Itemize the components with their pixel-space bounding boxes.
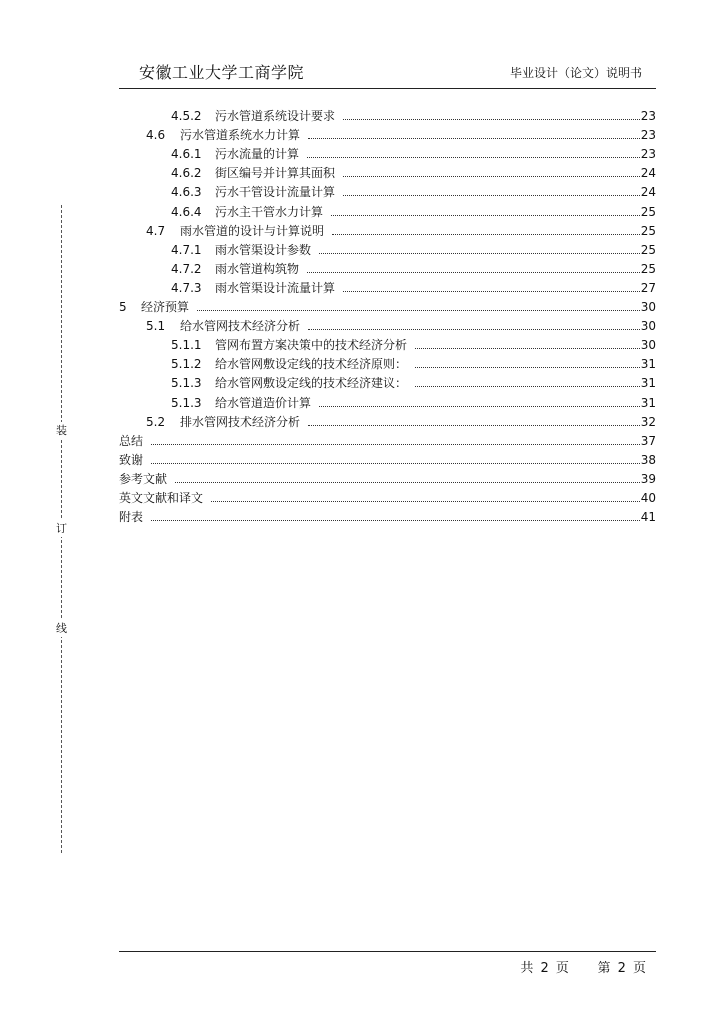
toc-entry[interactable] <box>171 257 656 276</box>
toc-entry-number: 5.1.1 <box>171 338 202 353</box>
toc-entry-number: 5.1 <box>146 319 166 334</box>
toc-entry-title: 附表 <box>119 510 144 525</box>
toc-entry[interactable] <box>119 505 656 524</box>
toc-entry-title: 雨水管渠设计流量计算 <box>215 280 336 295</box>
toc-dot-leader <box>308 425 640 426</box>
toc-entry-title: 管网布置方案决策中的技术经济分析 <box>215 338 408 353</box>
toc-entry-number: 4.7.1 <box>171 242 202 257</box>
document-type: 毕业设计（论文）说明书 <box>509 66 642 80</box>
toc-entry-title: 污水管道系统水力计算 <box>180 128 301 143</box>
current-page: 第 2 页 <box>597 961 646 976</box>
toc-entry-title: 雨水管道构筑物 <box>215 261 300 276</box>
toc-entry[interactable] <box>171 333 656 352</box>
toc-dot-leader <box>307 272 640 273</box>
toc-entry-page: 41 <box>640 510 656 525</box>
toc-entry-page: 23 <box>640 128 656 143</box>
toc-entry-title: 雨水管道的设计与计算说明 <box>180 223 325 238</box>
toc-entry[interactable] <box>119 429 656 448</box>
footer-rule <box>119 951 656 952</box>
toc-entry-title: 英文文献和译文 <box>119 491 204 505</box>
toc-entry[interactable] <box>171 142 656 161</box>
toc-entry[interactable] <box>171 200 656 219</box>
toc-entry-number: 5.1.2 <box>171 357 202 372</box>
toc-dot-leader <box>415 386 640 387</box>
header-rule <box>119 88 656 89</box>
toc-entry-title: 致谢 <box>119 452 144 467</box>
toc-entry-page: 37 <box>640 433 656 448</box>
toc-entry-number: 5 <box>119 300 127 314</box>
toc-entry-title: 排水管网技术经济分析 <box>180 414 301 429</box>
toc-entry[interactable] <box>171 104 656 123</box>
toc-entry-page: 38 <box>640 452 656 467</box>
toc-entry[interactable] <box>146 123 656 142</box>
toc-entry-title: 给水管网技术经济分析 <box>180 319 301 334</box>
toc-entry-number: 5.1.3 <box>171 376 202 391</box>
binding-char-ding: 订 <box>56 522 67 535</box>
toc-entry-number: 4.6.2 <box>171 166 202 181</box>
toc-entry[interactable] <box>119 467 656 486</box>
toc-entry-page: 27 <box>640 280 656 295</box>
toc-dot-leader <box>343 119 640 120</box>
toc-dot-leader <box>343 291 640 292</box>
toc-entry-number: 4.7 <box>146 223 166 238</box>
toc-entry-page: 39 <box>640 471 656 486</box>
toc-entry[interactable] <box>171 352 656 371</box>
toc-entry[interactable] <box>119 486 656 505</box>
toc-dot-leader <box>308 329 640 330</box>
toc-entry[interactable] <box>171 238 656 257</box>
toc-entry[interactable] <box>146 410 656 429</box>
toc-entry-title: 污水干管设计流量计算 <box>215 185 336 200</box>
toc-entry-page: 25 <box>640 242 656 257</box>
toc-entry-page: 31 <box>640 395 656 410</box>
toc-dot-leader <box>151 444 640 445</box>
toc-dot-leader <box>415 367 640 368</box>
toc-dot-leader <box>197 310 640 311</box>
school-name: 安徽工业大学工商学院 <box>139 63 305 82</box>
toc-dot-leader <box>151 463 640 464</box>
toc-entry[interactable] <box>119 295 656 314</box>
total-pages: 共 2 页 <box>520 961 569 976</box>
toc-entry[interactable] <box>171 180 656 199</box>
toc-entry-number: 4.6.4 <box>171 204 202 219</box>
toc-dot-leader <box>308 138 640 139</box>
toc-dot-leader <box>151 520 640 521</box>
toc-entry-number: 4.5.2 <box>171 109 202 123</box>
binding-char-xian: 线 <box>56 622 67 635</box>
toc-entry-page: 25 <box>640 223 656 238</box>
toc-dot-leader <box>319 406 640 407</box>
toc-entry-number: 5.1.3 <box>171 395 202 410</box>
toc-entry-title: 污水主干管水力计算 <box>215 204 324 219</box>
toc-dot-leader <box>343 176 640 177</box>
toc-entry-page: 31 <box>640 376 656 391</box>
toc-entry-page: 23 <box>640 147 656 162</box>
toc-entry-page: 32 <box>640 414 656 429</box>
toc-entry-number: 4.6.1 <box>171 147 202 162</box>
toc-entry-title: 经济预算 <box>141 300 190 314</box>
toc-entry-page: 23 <box>640 109 656 123</box>
binding-char-zhuang: 装 <box>56 424 67 437</box>
toc-dot-leader <box>332 234 640 235</box>
toc-entry-number: 4.6 <box>146 128 166 143</box>
toc-entry-page: 30 <box>640 300 656 314</box>
toc-entry-title: 给水管网敷设定线的技术经济原则： <box>215 357 408 372</box>
toc-entry-title: 给水管道造价计算 <box>215 395 312 410</box>
toc-entry-title: 污水流量的计算 <box>215 147 300 162</box>
toc-entry[interactable] <box>171 276 656 295</box>
toc-entry-title: 参考文献 <box>119 471 168 486</box>
toc-dot-leader <box>211 501 640 502</box>
toc-entry-number: 4.6.3 <box>171 185 202 200</box>
toc-entry[interactable] <box>171 391 656 410</box>
toc-entry-page: 30 <box>640 319 656 334</box>
toc-dot-leader <box>415 348 640 349</box>
toc-entry-title: 街区编号并计算其面积 <box>215 166 336 181</box>
page-counter <box>520 957 646 976</box>
toc-dot-leader <box>319 253 640 254</box>
toc-entry-title: 污水管道系统设计要求 <box>215 109 336 123</box>
toc-entry-page: 40 <box>640 491 656 505</box>
toc-entry-title: 给水管网敷设定线的技术经济建议： <box>215 376 408 391</box>
toc-entry-title: 总结 <box>119 433 144 448</box>
toc-entry-page: 24 <box>640 185 656 200</box>
toc-entry-page: 25 <box>640 204 656 219</box>
toc-entry[interactable] <box>146 314 656 333</box>
toc-entry-page: 30 <box>640 338 656 353</box>
toc-entry-number: 5.2 <box>146 414 166 429</box>
toc-entry-page: 25 <box>640 261 656 276</box>
toc-entry-number: 4.7.2 <box>171 261 202 276</box>
toc-dot-leader <box>331 215 640 216</box>
toc-entry[interactable] <box>146 219 656 238</box>
toc-entry[interactable] <box>171 161 656 180</box>
toc-entry-number: 4.7.3 <box>171 280 202 295</box>
toc-entry-page: 24 <box>640 166 656 181</box>
toc-entry[interactable] <box>119 448 656 467</box>
toc-entry-page: 31 <box>640 357 656 372</box>
toc-dot-leader <box>343 195 640 196</box>
toc-dot-leader <box>307 157 640 158</box>
toc-dot-leader <box>175 482 640 483</box>
toc-entry[interactable] <box>171 371 656 390</box>
toc-entry-title: 雨水管渠设计参数 <box>215 242 312 257</box>
